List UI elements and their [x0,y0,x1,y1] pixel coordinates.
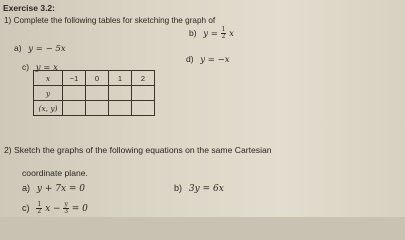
table-header-y: y [34,86,63,101]
equation-2c-fraction-1 [36,202,42,215]
question-1-instruction [4,16,215,25]
equation-1d-text: y = −x [200,55,230,65]
equation-2b-text: 3y = 6x [188,184,224,194]
table-cell-xy-3[interactable] [109,101,132,116]
table-cell-x-1: −1 [63,71,86,86]
table-header-xy: (x, y) [34,101,63,116]
question-1-label: 1) [4,16,12,25]
table-row-x [34,71,155,86]
table-row-xy [34,101,155,116]
question-2-instruction [4,145,272,155]
table-cell-x-4: 2 [132,71,155,86]
table-cell-y-1[interactable] [63,86,86,101]
fraction-numerator: y [64,201,68,208]
equation-1d [186,54,230,65]
equation-1b-rhs: x [229,29,234,39]
table-cell-y-3[interactable] [109,86,132,101]
question-2-label: 2) [4,145,12,155]
equation-2c-fraction-2 [63,202,68,215]
equation-2a-text: y + 7x = 0 [36,184,86,194]
equation-2c-end: = 0 [71,204,88,214]
question-2-text-line2: coordinate plane. [22,168,88,178]
table-row-y [34,86,155,101]
table-cell-xy-2[interactable] [86,101,109,116]
fraction-denominator: 2 [221,33,226,40]
equation-1b-fraction [221,27,227,40]
equation-1b [189,27,234,40]
question-2-text-line1: Sketch the graphs of the following equations on the same Cartesian [14,145,272,155]
equation-1c-label: c) [22,62,30,72]
fraction-numerator: 1 [221,26,226,33]
equation-1a-label: a) [14,43,22,53]
equation-1b-lhs: y = [203,29,218,39]
equation-2a-label: a) [22,183,31,193]
equation-1c-text: y = x [35,63,58,73]
equation-1a-text: y = − 5x [28,44,66,54]
table-cell-xy-4[interactable] [132,101,155,116]
xy-table [33,70,155,116]
question-1-text: Complete the following tables for sketching the graph of [13,16,216,25]
equation-1d-label: d) [186,54,194,64]
equation-2c-mid: x − [45,204,61,214]
equation-2c-label: c) [22,203,30,213]
table-cell-x-2: 0 [86,71,109,86]
table-cell-y-2[interactable] [86,86,109,101]
fraction-denominator: 2 [37,208,42,215]
fraction-denominator: 3 [64,208,69,215]
equation-1b-label: b) [189,28,197,38]
equation-2c [22,202,88,215]
table-header-x: x [34,71,63,86]
table-cell-y-4[interactable] [132,86,155,101]
equation-1a [14,43,66,54]
equation-2b [174,183,224,194]
equation-2a [22,183,85,194]
table-cell-xy-1[interactable] [63,101,86,116]
equation-2b-label: b) [174,183,183,193]
fraction-numerator: 1 [37,201,42,208]
table-cell-x-3: 1 [109,71,132,86]
exercise-title: Exercise 3.2: [3,3,55,13]
